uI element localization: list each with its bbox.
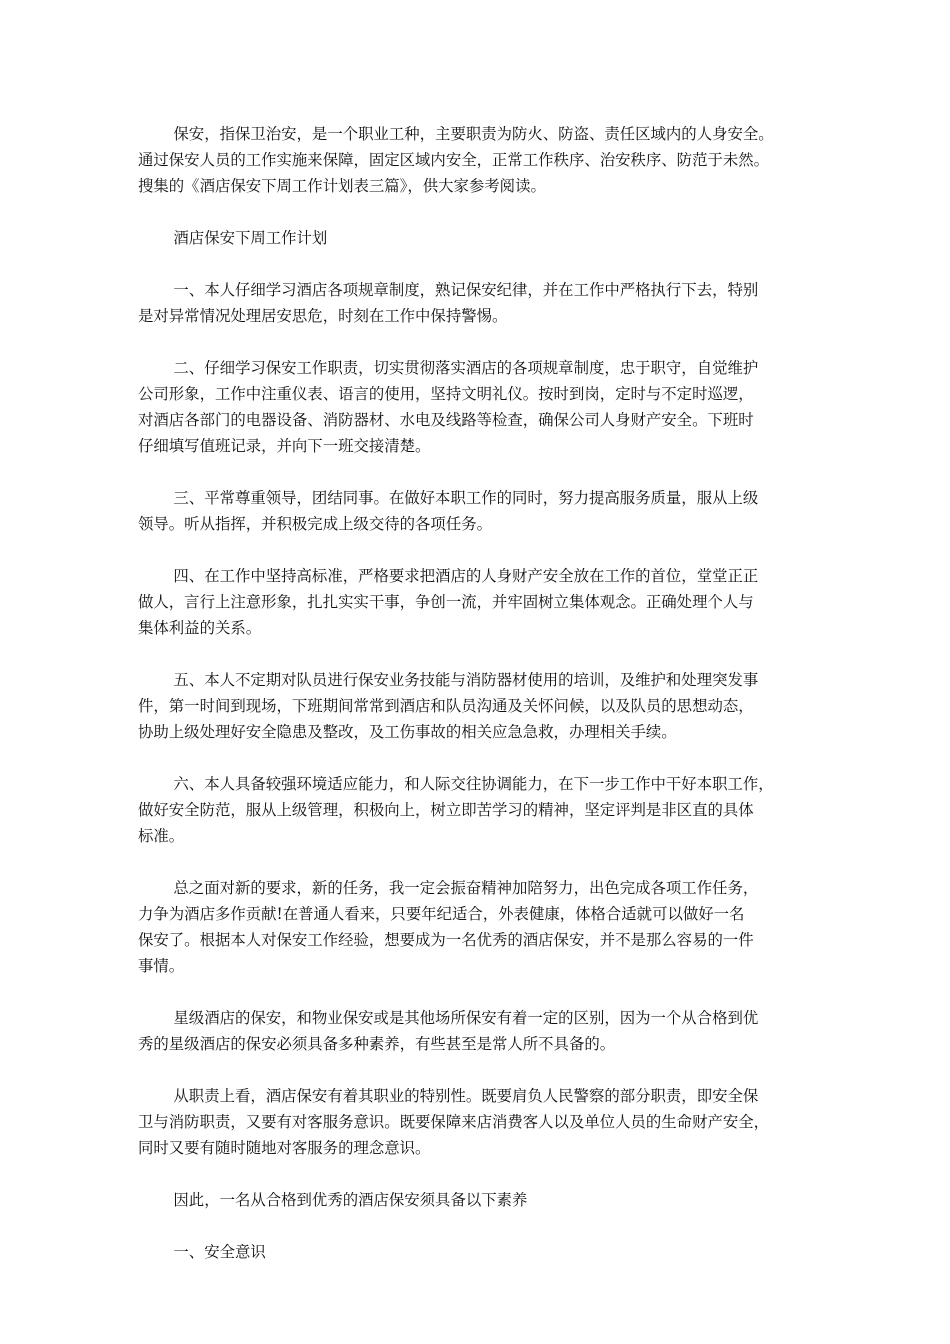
document-body (138, 121, 828, 1291)
plan-item-4: 四、在工作中坚持高标准，严格要求把酒店的人身财产安全放在工作的首位，堂堂正正 做人，言行上注意形象，扎扎实实干事，争创一流，并牢固树立集体观念。正确处理个人与 集体利益的关系。 (138, 567, 759, 637)
plan-item-2: 二、仔细学习保安工作职责，切实贯彻落实酒店的各项规章制度，忠于职守，自觉维护 公司形象，工作中注重仪表、语言的使用，坚持文明礼仪。按时到岗，定时与不定时巡逻， 对酒店各部门的电器设备、消防器材、水电及线路等检查，确保公司人身财产安全。下班时 仔细填写值班记录，并向下一班交接清楚。 (138, 359, 759, 455)
intro-paragraph: 保安，指保卫治安，是一个职业工种，主要职责为防火、防盗、责任区域内的人身安全。 通过保安人员的工作实施来保障，固定区域内安全，正常工作秩序、治安秩序、防范于未然。 搜集的《酒店保安下周工作计划表三篇》，供大家参考阅读。 (138, 125, 774, 195)
plan-item-6: 六、本人具备较强环境适应能力，和人际交往协调能力，在下一步工作中干好本职工作， 做好安全防范，服从上级管理，积极向上，树立即苦学习的精神，坚定评判是非区直的具体 标准。 (138, 775, 774, 845)
qualities-intro: 因此，一名从合格到优秀的酒店保安须具备以下素养 (173, 1191, 528, 1209)
plan-item-5: 五、本人不定期对队员进行保安业务技能与消防器材使用的培训，及维护和处理突发事 件，第一时间到现场，下班期间常常到酒店和队员沟通及关怀问候，以及队员的思想动态， 协助上级处理好安全隐患及整改，及工伤事故的相关应急急救，办理相关手续。 (138, 671, 759, 741)
plan-item-3: 三、平常尊重领导，团结同事。在做好本职工作的同时，努力提高服务质量，服从上级 领导。听从指挥，并积极完成上级交待的各项任务。 (138, 489, 759, 533)
plan-item-1: 一、本人仔细学习酒店各项规章制度，熟记保安纪律，并在工作中严格执行下去，特别 是对异常情况处理居安思危，时刻在工作中保持警惕。 (138, 281, 759, 325)
duty-paragraph: 从职责上看，酒店保安有着其职业的特别性。既要肩负人民警察的部分职责，即安全保 卫与消防职责，又要有对客服务意识。既要保障来店消费客人以及单位人员的生命财产安全， 同时又要有随时随地对客服务的理念意识。 (138, 1087, 770, 1157)
summary-paragraph: 总之面对新的要求，新的任务，我一定会振奋精神加陪努力，出色完成各项工作任务， 力争为酒店多作贡献!在普通人看来，只要年纪适合，外表健康，体格合适就可以做好一名 保安了。根据本人对保安工作经验，想要成为一名优秀的酒店保安，并不是那么容易的一件 事情。 (138, 879, 759, 975)
plan-title: 酒店保安下周工作计划 (173, 229, 328, 247)
section-heading-safety: 一、安全意识 (173, 1243, 266, 1261)
star-hotel-paragraph: 星级酒店的保安，和物业保安或是其他场所保安有着一定的区别，因为一个从合格到优 秀的星级酒店的保安必须具备多种素养，有些甚至是常人所不具备的。 (138, 1009, 759, 1053)
